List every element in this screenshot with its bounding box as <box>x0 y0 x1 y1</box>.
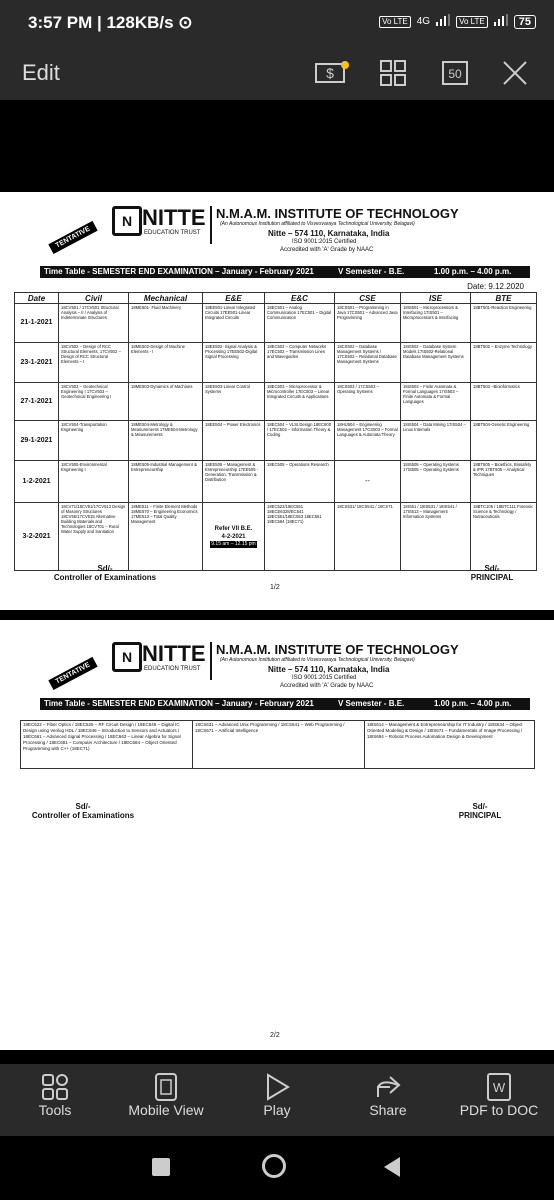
table-cell: 18EC522/18EC551 18ECE6328/EC541 18EC551/18EC553 18EC551 18EC584 (18EC71) <box>265 503 335 571</box>
logo-sub: EDUCATION TRUST <box>144 230 201 236</box>
signature-block-principal <box>430 802 530 820</box>
table-cell: 18EE502- Signal Analysis & Processing 17EE502-Digital Signal Processing <box>203 343 265 383</box>
signature-block-controller <box>40 564 170 582</box>
tools-button[interactable] <box>0 1072 110 1118</box>
table-cell: 23-1-2021 <box>15 343 59 383</box>
table-cell: 18IS505 – Operating Systems 17IS505 – Operating Systems <box>401 461 471 503</box>
table-cell: 18CV71/18CV51/17CV513 Design of Masonry Structures 18CV55/17CV515 Alternative Building Materials and Technologies 18CV701 – Rural Water Supply and Sanitation <box>59 503 129 571</box>
table-cell: 18EE501-Linear Integrated Circuits 17EE501-Linear Integrated Circuits <box>203 304 265 343</box>
table-cell: 18EC503 – Microprocessor & Microcontroller 17EC503 – Linear Integrated Circuits & Applications <box>265 383 335 421</box>
table-cell: 18BT505 – Bioethics, Biosafety & IPR 17BT505 – Analytical Techniques <box>471 461 537 503</box>
institute-place: Nitte – 574 110, Karnataka, India <box>268 665 390 674</box>
table-cell: 18BT503 –Bioinformatics <box>471 383 537 421</box>
table-cell: 18EE503-Linear Control Systems <box>203 383 265 421</box>
top-toolbar <box>0 48 554 100</box>
column-header: CSE <box>335 293 401 304</box>
status-bar <box>0 0 554 48</box>
network-label: 4G <box>416 16 431 27</box>
table-row <box>15 383 537 421</box>
play-label: Play <box>263 1102 291 1118</box>
table-cell: -- <box>335 461 401 503</box>
iso-line: ISO 9001:2015 Certified <box>292 239 357 245</box>
back-icon[interactable] <box>382 1155 402 1184</box>
mobile-view-label: Mobile View <box>128 1102 204 1118</box>
column-header: BTE <box>471 293 537 304</box>
principal-label: PRINCIPAL <box>470 573 514 582</box>
signal-icon-2 <box>494 14 508 29</box>
sd-label: Sd/- <box>484 564 500 573</box>
table-row <box>15 461 537 503</box>
table-cell: 18BT502 – Enzyme Technology <box>471 343 537 383</box>
table-cell: 18ME504-Metrology & Measurements 17ME504-Metrology & Measurements <box>129 421 203 461</box>
iso-line: ISO 9001:2015 Certified <box>292 675 357 681</box>
institute-place: Nitte – 574 110, Karnataka, India <box>268 229 390 238</box>
timetable <box>14 292 537 571</box>
signature-block-controller <box>18 802 148 820</box>
sd-label: Sd/- <box>75 802 91 811</box>
institute-sub: (An Autonomous Institution affiliated to Visvesvaraya Technological University, Belagavi) <box>220 221 415 227</box>
table-cell: 29-1-2021 <box>15 421 59 461</box>
page-count-icon[interactable] <box>440 58 470 88</box>
mobile-view-icon <box>111 1072 221 1102</box>
table-row <box>15 304 537 343</box>
table-cell: 18HU504 – Engineering Management 17CS503 – Formal Languages & Automata Theory <box>335 421 401 461</box>
banner-title: Time Table - SEMESTER END EXAMINATION – January - February 2021 <box>44 699 314 708</box>
nitte-logo-icon: N <box>112 642 142 672</box>
nitte-logo-icon: N <box>112 206 142 236</box>
table-cell: 18CV502 – Design of RCC Structural Elements, 17CV502 – Design of RCC Structural Elements – I <box>59 343 129 383</box>
exam-banner <box>40 698 530 710</box>
page-number: 2/2 <box>270 1032 280 1039</box>
share-icon <box>333 1072 443 1102</box>
table-cell: 18BTC105 / 18BTC111 Forensic Science & Technology / Nutraceuticals <box>471 503 537 571</box>
logo-word: NITTE <box>142 641 206 666</box>
word-doc-icon <box>444 1072 554 1102</box>
logo-sub: EDUCATION TRUST <box>144 666 201 672</box>
table-cell: 18CS631 – Advanced Unix Programming / 18CS641 – Web Programming / 18CS671 – Artificial Intelligence <box>193 721 365 769</box>
banner-time: 1.00 p.m. – 4.00 p.m. <box>434 267 512 276</box>
table-cell: 18IS502 – Database System Models 17IS502-Relational Database Management Systems <box>401 343 471 383</box>
table-cell: 18CS501 – Programming in Java 17CS501 – Advanced Java Programming <box>335 304 401 343</box>
table-cell: 18CV503 – Geotechnical Engineering I 17CV503 – Geotechnical Engineering I <box>59 383 129 421</box>
signal-icon <box>436 14 450 29</box>
system-nav-bar <box>0 1136 554 1200</box>
table-cell: 18IS504 – Data Mining 17IS504 – Linux Internals <box>401 421 471 461</box>
exam-banner <box>40 266 530 278</box>
alarm-icon: ⊙ <box>178 13 193 32</box>
table-cell: 1-2-2021 <box>15 461 59 503</box>
table-cell: 18EE504 – Power Electronics <box>203 421 265 461</box>
table-cell: 18IS614 – Management & Entrepreneurship for IT Industry / 18IS634 – Object Oriented Modeling & Design / 18IS671 – Fundamentals of Image Processing / 18IS694 – Robotic Process Automation Design & Development <box>365 721 535 769</box>
status-time: 3:57 PM | 128KB/s ⊙ <box>28 13 193 32</box>
share-button[interactable] <box>333 1072 443 1118</box>
table-cell: 18CV504-Transportation Engineering <box>59 421 129 461</box>
table-cell: 21-1-2021 <box>15 304 59 343</box>
table-cell: 18CS503 / 17CS503 – Operating Systems <box>335 383 401 421</box>
viewer-background <box>0 100 554 192</box>
recents-icon[interactable] <box>152 1158 170 1176</box>
tentative-stamp: TENTATIVE <box>48 221 97 254</box>
table-cell: 18CS502 – Database Management Systems / 17CS502 – Relational Database Management Systems <box>335 343 401 383</box>
banner-title: Time Table - SEMESTER END EXAMINATION – January - February 2021 <box>44 267 314 276</box>
table-cell: 18ME503-Dynamics of Machines <box>129 383 203 421</box>
svg-text:$: $ <box>326 65 334 81</box>
sd-label: Sd/- <box>97 564 113 573</box>
controller-label: Controller of Examinations <box>31 811 135 820</box>
letterhead <box>0 628 554 698</box>
table-cell: 18EC501 – Analog Communication 17EC501 – Digital Communication <box>265 304 335 343</box>
banner-semester: V Semester - B.E. <box>338 699 405 708</box>
table-cell: 18CS531/ 18CS541 / 18CS71 <box>335 503 401 571</box>
institute-name: N.M.A.M. INSTITUTE OF TECHNOLOGY <box>216 206 459 221</box>
page-gap <box>0 610 554 620</box>
table-cell: 3-2-2021 <box>15 503 59 571</box>
column-header: E&C <box>265 293 335 304</box>
column-header: Date <box>15 293 59 304</box>
table-cell: 18EC505 – Operations Research <box>265 461 335 503</box>
institute-name: N.M.A.M. INSTITUTE OF TECHNOLOGY <box>216 642 459 657</box>
refer-title: Refer VII B.E. <box>214 526 253 532</box>
page-count-label: 50 <box>448 67 462 81</box>
tentative-stamp: TENTATIVE <box>48 657 97 690</box>
table-cell: 18BT504-Genetic Engineering <box>471 421 537 461</box>
table-cell: 27-1-2021 <box>15 383 59 421</box>
controller-label: Controller of Examinations <box>53 573 157 582</box>
play-icon <box>222 1072 332 1102</box>
table-cell: 18IS503 – Finite Automata & Formal Languages 17IS503 – Finite Automata & Formal Languages <box>401 383 471 421</box>
elective-table <box>20 720 535 769</box>
table-cell: 18ME505-Industrial Management & Entrepreneurship <box>129 461 203 503</box>
table-cell: 18CV501 / 17CV501 Structural Analysis – II / Analysis of Indeterminate Structures <box>59 304 129 343</box>
play-button[interactable] <box>222 1072 332 1118</box>
table-cell: 18IS61 / 18IS531 / 18IS541 / 17IS513 – Management Information Systems <box>401 503 471 571</box>
document-page-2[interactable] <box>0 620 554 1050</box>
premium-dollar-icon[interactable] <box>314 58 350 88</box>
table-cell: 18ME511 – Finite Element Methods 18ME570 – Engineering Economics 17ME513 – Total Quality Management <box>129 503 203 571</box>
refer-date: 4-2-2021 <box>221 534 246 540</box>
close-icon[interactable] <box>500 58 530 88</box>
tools-label: Tools <box>38 1102 72 1118</box>
volte-icon: Vo LTE <box>379 16 411 28</box>
table-row <box>21 721 535 769</box>
bottom-action-bar <box>0 1064 554 1136</box>
sd-label: Sd/- <box>472 802 488 811</box>
institute-sub: (An Autonomous Institution affiliated to Visvesvaraya Technological University, Belagavi) <box>220 657 415 663</box>
table-cell: 18BT501-Reaction Engineering <box>471 304 537 343</box>
table-cell: 18EC504 – VLSI Design 18EC600 / 17EC502 – Information Theory & Coding <box>265 421 335 461</box>
divider <box>210 642 212 680</box>
svg-text:W: W <box>492 1080 506 1095</box>
table-row <box>15 503 537 571</box>
document-page-1[interactable] <box>0 192 554 610</box>
table-cell: 18ME502-Design of Machine Elements - I <box>129 343 203 383</box>
volte-icon-2: Vo LTE <box>456 16 488 28</box>
grid-view-icon[interactable] <box>378 58 408 88</box>
issue-date: Date: 9.12.2020 <box>467 282 524 291</box>
accreditation-line: Accredited with 'A' Grade by NAAC <box>280 683 374 689</box>
principal-label: PRINCIPAL <box>458 811 502 820</box>
refer-time: 9.15 am – 12.15 pm <box>211 541 256 547</box>
table-cell: 18EC502 – Computer Networks 17EC502 – Transmission Lines and Waveguides <box>265 343 335 383</box>
battery-icon: 75 <box>514 15 536 29</box>
table-cell: 18ME501- Fluid Machinery <box>129 304 203 343</box>
table-header-row <box>15 293 537 304</box>
signature-block-principal <box>442 564 542 582</box>
letterhead <box>0 192 554 262</box>
logo-word: NITTE <box>142 205 206 230</box>
table-cell: 18EE505 – Management & Entrepreneurship 17EE505 -Generation, Transmission & Distribution <box>203 461 265 503</box>
table-cell <box>203 503 265 571</box>
table-cell: 18CV505-Environmental Engineering I <box>59 461 129 503</box>
pdf-to-doc-label: PDF to DOC <box>459 1102 539 1118</box>
home-icon[interactable] <box>262 1154 286 1178</box>
divider <box>210 206 212 244</box>
banner-time: 1.00 p.m. – 4.00 p.m. <box>434 699 512 708</box>
table-row <box>15 421 537 461</box>
table-cell: 18EC622 – Fiber Optics / 18EC625 – RF Circuit Design / 18EC645 – Digital IC Design using Verilog HDL / 18EC646 – Introduction to Sensors and Actuators / 18EC661 – Advanced Signal Processing / 18EC663 – Linear Algebra for Signal Processing / 18EC681 – Computer Architecture / 18EC684 – Object Oriented Programming with C++ (18EC71) <box>21 721 193 769</box>
pdf-to-doc-button[interactable] <box>444 1072 554 1118</box>
column-header: ISE <box>401 293 471 304</box>
banner-semester: V Semester - B.E. <box>338 267 405 276</box>
page-number: 1/2 <box>270 584 280 591</box>
column-header: Civil <box>59 293 129 304</box>
edit-button[interactable]: Edit <box>22 60 60 85</box>
share-label: Share <box>369 1102 407 1118</box>
column-header: E&E <box>203 293 265 304</box>
table-row <box>15 343 537 383</box>
column-header: Mechanical <box>129 293 203 304</box>
accreditation-line: Accredited with 'A' Grade by NAAC <box>280 247 374 253</box>
tools-icon <box>0 1072 110 1102</box>
mobile-view-button[interactable] <box>111 1072 221 1118</box>
table-cell: 18IS501 – Microprocessors & Interfacing 17IS501 – Microprocessors & Interfacing <box>401 304 471 343</box>
